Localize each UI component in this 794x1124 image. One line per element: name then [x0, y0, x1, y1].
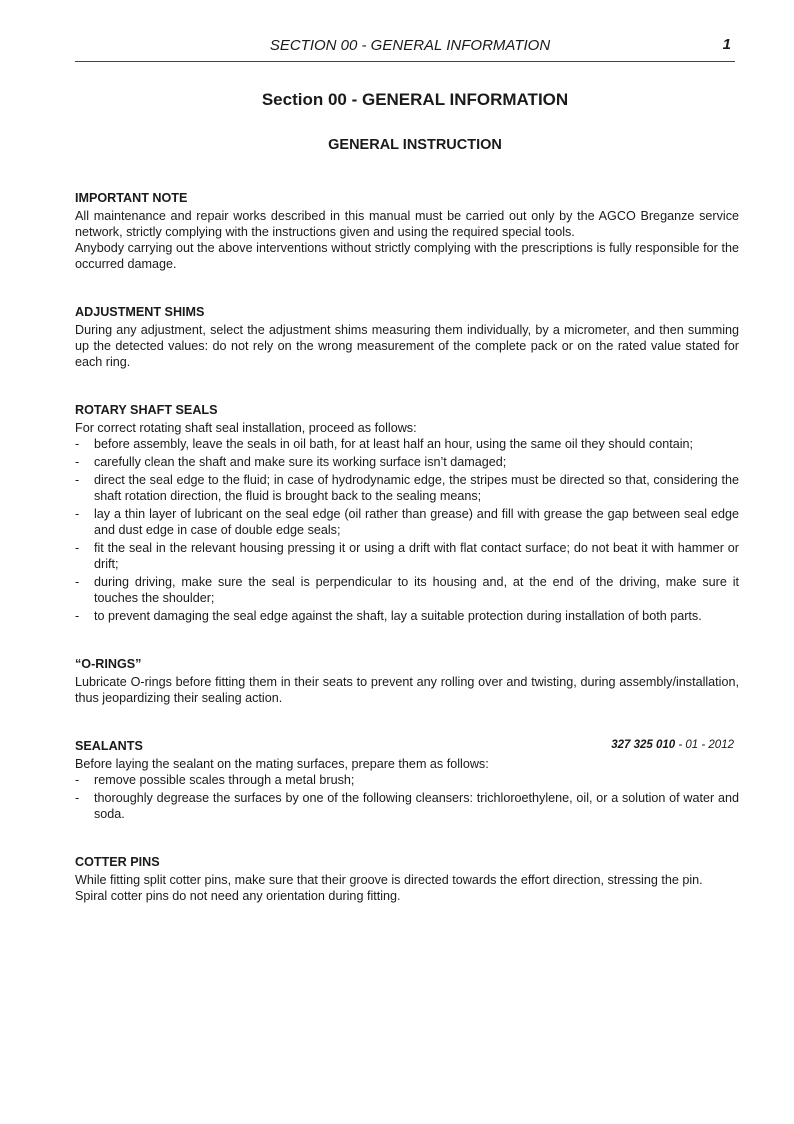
section-intro: Before laying the sealant on the mating surfaces, prepare them as follows: — [75, 757, 489, 771]
section-cotter-pins — [75, 854, 739, 904]
sealant-steps-list — [75, 772, 739, 822]
section-paragraph: During any adjustment, select the adjustment shims measuring them individually, by a micrometer, and then summing up the detected values: do not rely on the wrong measurement of the complete pack or on the rated value stated for each ring. — [75, 323, 739, 369]
page-header — [75, 33, 735, 62]
section-adjustment-shims — [75, 304, 739, 370]
list-item: - before assembly, leave the seals in oil bath, for at least half an hour, using the same oil they should contain; — [75, 436, 739, 452]
list-item: - fit the seal in the relevant housing pressing it or using a drift with flat contact surface; do not beat it with hammer or drift; — [75, 540, 739, 572]
section-paragraph: Spiral cotter pins do not need any orientation during fitting. — [75, 889, 401, 903]
document-body — [75, 190, 739, 936]
section-heading: IMPORTANT NOTE — [75, 191, 188, 205]
section-heading: “O-RINGS” — [75, 657, 142, 671]
section-intro: For correct rotating shaft seal installation, proceed as follows: — [75, 421, 417, 435]
section-important-note — [75, 190, 739, 272]
seal-steps-list — [75, 436, 739, 624]
section-heading: ROTARY SHAFT SEALS — [75, 403, 218, 417]
section-o-rings — [75, 656, 739, 706]
document-code: 327 325 010 — [611, 739, 676, 751]
document-title: Section 00 - GENERAL INFORMATION — [261, 90, 569, 109]
document-revision: - 01 - 2012 — [675, 739, 734, 751]
page-footer — [611, 739, 734, 751]
section-paragraph: All maintenance and repair works described in this manual must be carried out only by the AGCO Breganze service network, strictly complying with the instructions given and using the required special tools. — [75, 209, 739, 239]
list-item: - carefully clean the shaft and make sure its working surface isn’t damaged; — [75, 454, 739, 470]
section-paragraph: While fitting split cotter pins, make sure that their groove is directed towards the effort direction, stressing the pin. — [75, 873, 703, 887]
section-paragraph: Anybody carrying out the above interventions without strictly complying with the prescriptions is fully responsible for the occurred damage. — [75, 241, 739, 271]
list-item: - lay a thin layer of lubricant on the seal edge (oil rather than grease) and fill with grease the gap between seal edge and dust edge in case of double edge seals; — [75, 506, 739, 538]
section-heading: COTTER PINS — [75, 855, 160, 869]
section-paragraph: Lubricate O-rings before fitting them in their seats to prevent any rolling over and twisting, during assembly/installation, thus jeopardizing their sealing action. — [75, 675, 739, 705]
list-item: - to prevent damaging the seal edge against the shaft, lay a suitable protection during installation of both parts. — [75, 608, 739, 624]
document-subtitle: GENERAL INSTRUCTION — [328, 137, 502, 153]
header-page-number: 1 — [722, 36, 731, 53]
list-item: - thoroughly degrease the surfaces by one of the following cleansers: trichloroethylene, oil, or a solution of water and soda. — [75, 790, 739, 822]
section-heading: SEALANTS — [75, 739, 143, 753]
section-heading: ADJUSTMENT SHIMS — [75, 305, 205, 319]
list-item: - remove possible scales through a metal brush; — [75, 772, 739, 788]
list-item: - during driving, make sure the seal is perpendicular to its housing and, at the end of the driving, make sure it touches the shoulder; — [75, 574, 739, 606]
section-rotary-shaft-seals — [75, 402, 739, 624]
header-title: SECTION 00 - GENERAL INFORMATION — [269, 37, 551, 54]
list-item: - direct the seal edge to the fluid; in case of hydrodynamic edge, the stripes must be directed so that, considering the shaft rotation direction, the fluid is brought back to the sealing means; — [75, 472, 739, 504]
